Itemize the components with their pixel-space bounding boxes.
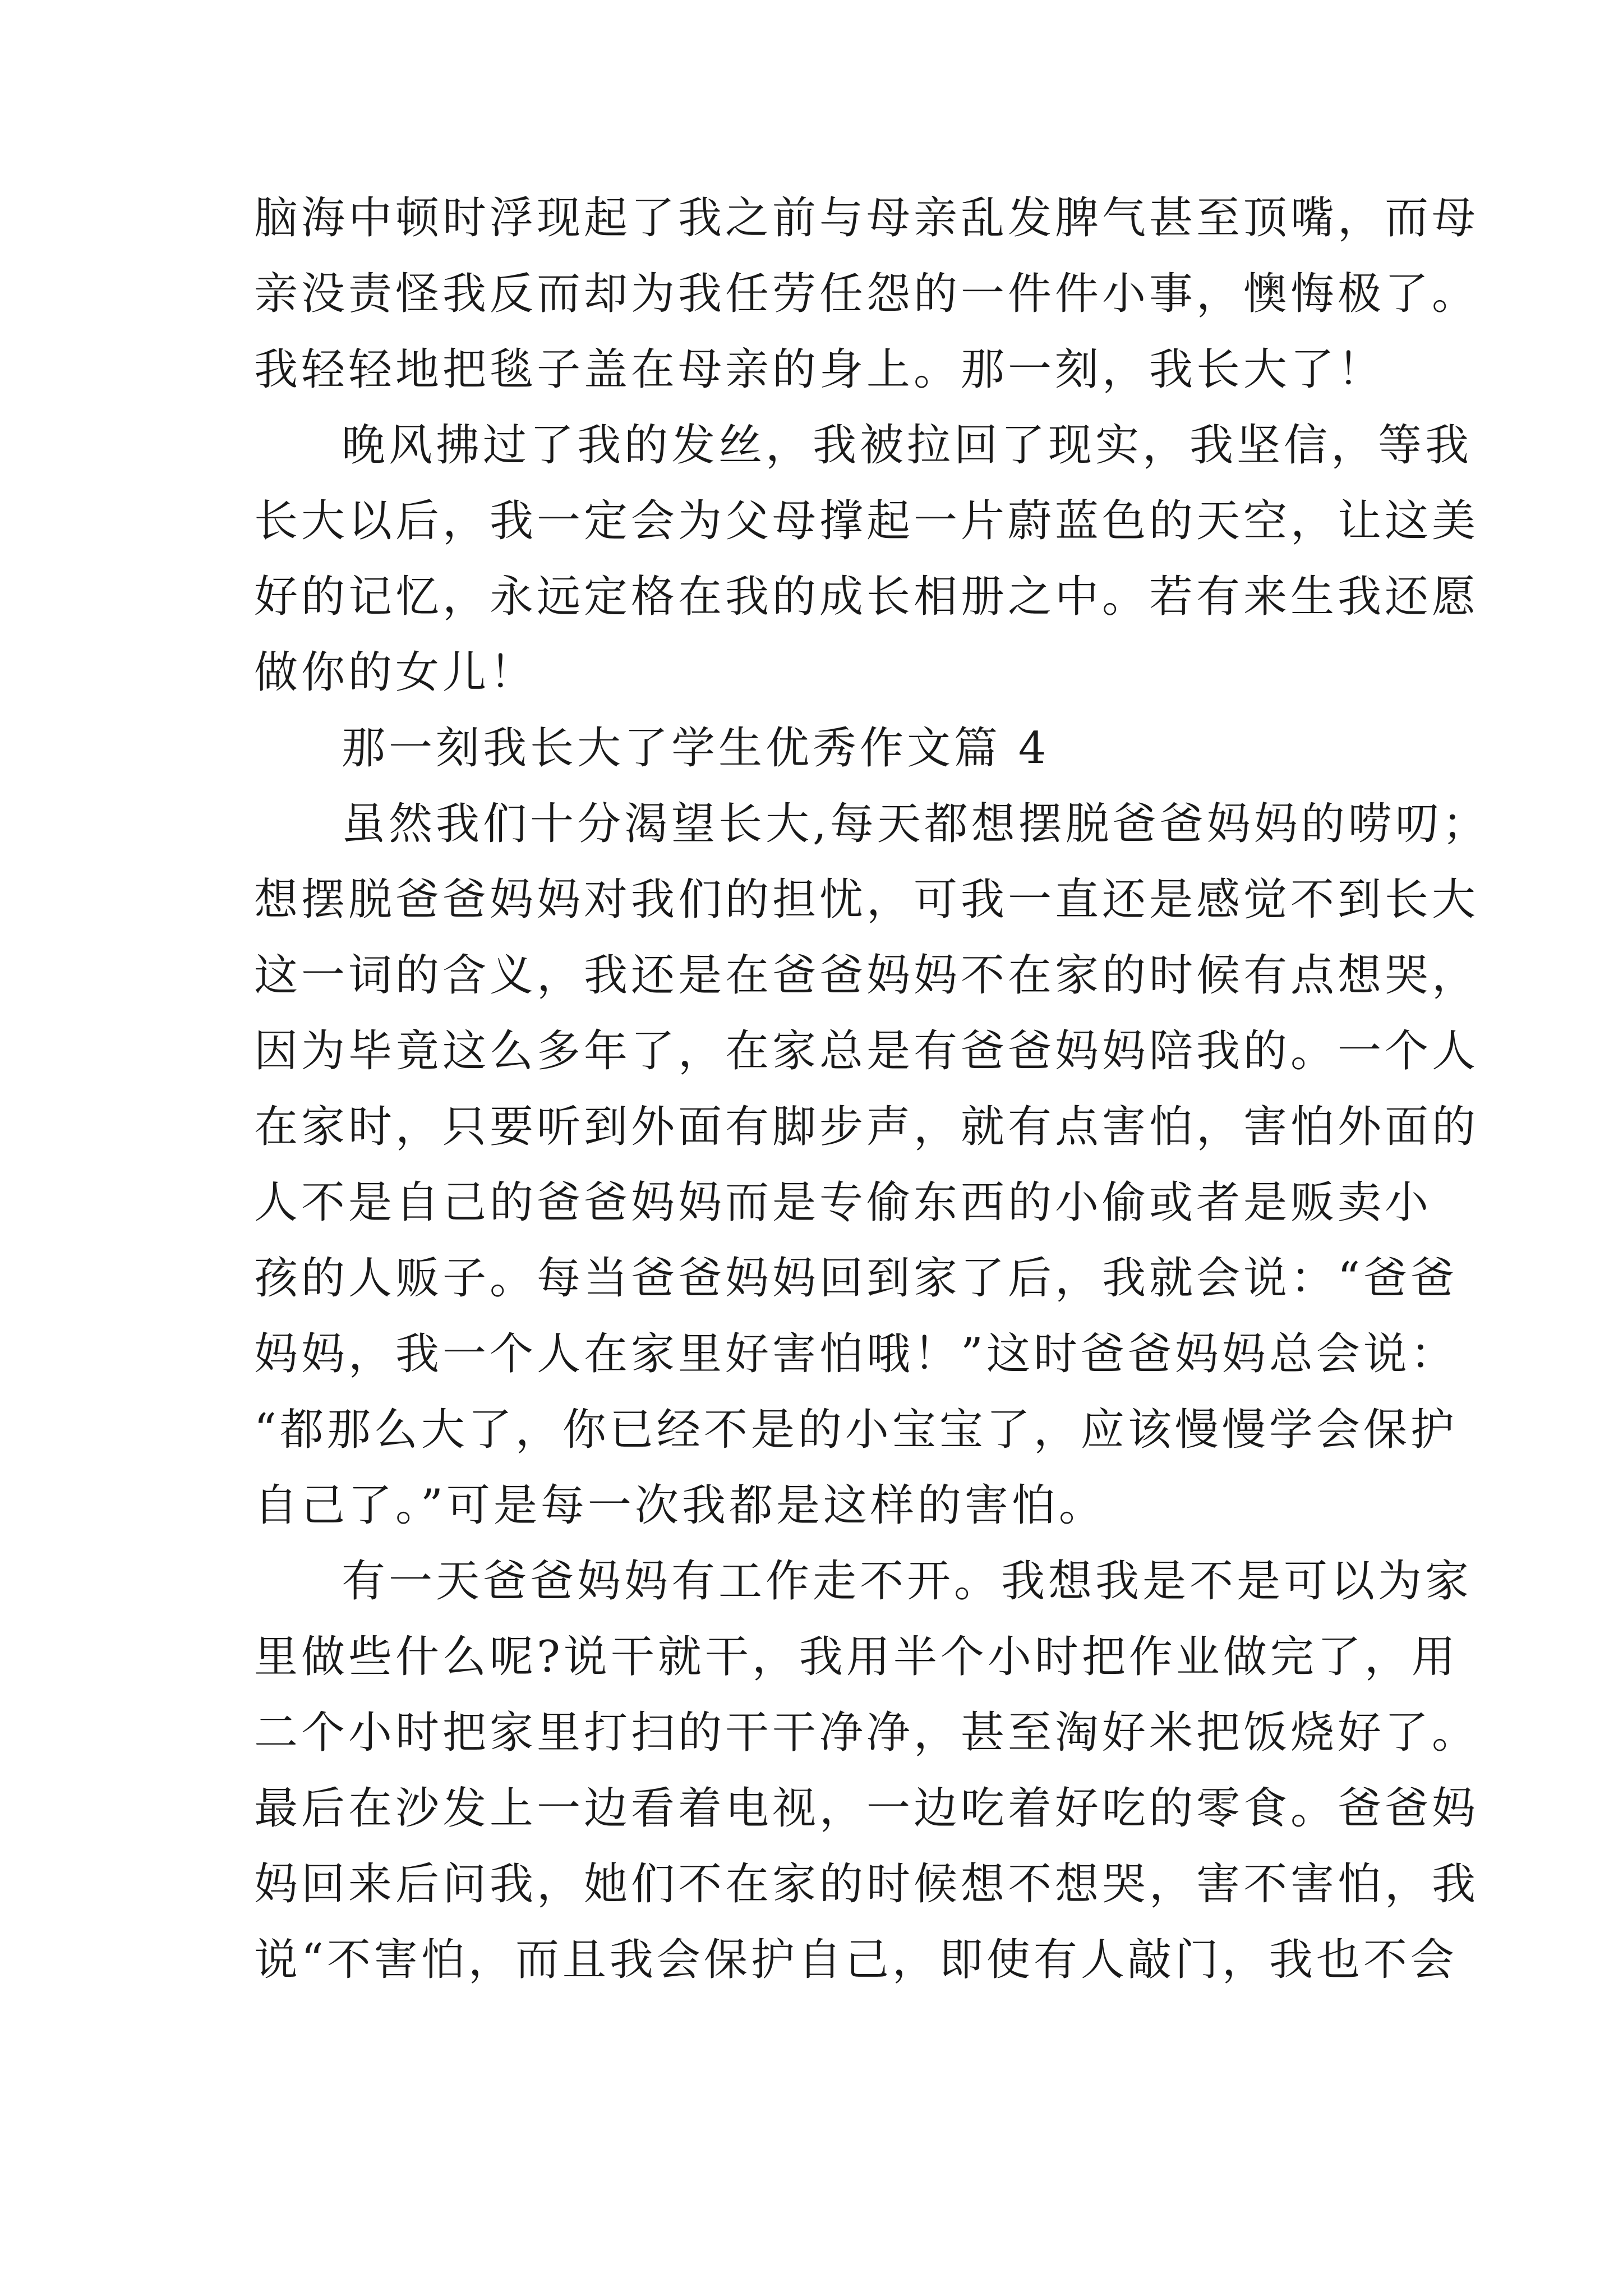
text-line: 最后在沙发上一边看着电视，一边吃着好吃的零食。爸爸妈 bbox=[254, 1783, 1479, 1834]
text-line: 二个小时把家里打扫的干干净净，甚至淘好米把饭烧好了。 bbox=[254, 1708, 1479, 1758]
text-line: 做你的女儿！ bbox=[254, 647, 537, 698]
text-line: 孩的人贩子。每当爸爸妈妈回到家了后，我就会说：“爸爸 bbox=[254, 1253, 1458, 1304]
text-line: 在家时，只要听到外面有脚步声，就有点害怕，害怕外面的 bbox=[254, 1102, 1479, 1152]
text-line: “都那么大了，你已经不是的小宝宝了，应该慢慢学会保护 bbox=[254, 1405, 1458, 1455]
text-line: 亲没责怪我反而却为我任劳任怨的一件件小事，懊悔极了。 bbox=[254, 269, 1479, 319]
text-line: 自己了。”可是每一次我都是这样的害怕。 bbox=[254, 1480, 1106, 1531]
section-heading: 那一刻我长大了学生优秀作文篇 4 bbox=[342, 723, 1050, 774]
text-line: 这一词的含义，我还是在爸爸妈妈不在家的时候有点想哭， bbox=[254, 950, 1479, 1001]
text-line: 长大以后，我一定会为父母撑起一片蔚蓝色的天空，让这美 bbox=[254, 496, 1479, 546]
text-line: 因为毕竟这么多年了，在家总是有爸爸妈妈陪我的。一个人 bbox=[254, 1026, 1479, 1076]
paragraph-start-line: 虽然我们十分渴望长大,每天都想摆脱爸爸妈妈的唠叨； bbox=[342, 799, 1490, 849]
text-line: 好的记忆，永远定格在我的成长相册之中。若有来生我还愿 bbox=[254, 572, 1479, 622]
paragraph-start-line: 晚风拂过了我的发丝，我被拉回了现实，我坚信，等我 bbox=[342, 420, 1473, 471]
essay-body bbox=[254, 181, 1490, 1998]
text-line: 里做些什么呢?说干就干，我用半个小时把作业做完了，用 bbox=[254, 1632, 1459, 1682]
text-line: 妈回来后问我，她们不在家的时候想不想哭，害不害怕，我 bbox=[254, 1859, 1479, 1910]
text-line: 人不是自己的爸爸妈妈而是专偷东西的小偷或者是贩卖小 bbox=[254, 1177, 1432, 1228]
text-line: 说“不害怕，而且我会保护自己，即使有人敲门，我也不会 bbox=[254, 1935, 1458, 1985]
paragraph-start-line: 有一天爸爸妈妈有工作走不开。我想我是不是可以为家 bbox=[342, 1556, 1473, 1607]
text-line: 妈妈，我一个人在家里好害怕哦！”这时爸爸妈妈总会说： bbox=[254, 1329, 1458, 1379]
text-line: 想摆脱爸爸妈妈对我们的担忧，可我一直还是感觉不到长大 bbox=[254, 875, 1479, 925]
text-line: 我轻轻地把毯子盖在母亲的身上。那一刻，我长大了！ bbox=[254, 344, 1385, 395]
text-line: 脑海中顿时浮现起了我之前与母亲乱发脾气甚至顶嘴，而母 bbox=[254, 193, 1479, 243]
